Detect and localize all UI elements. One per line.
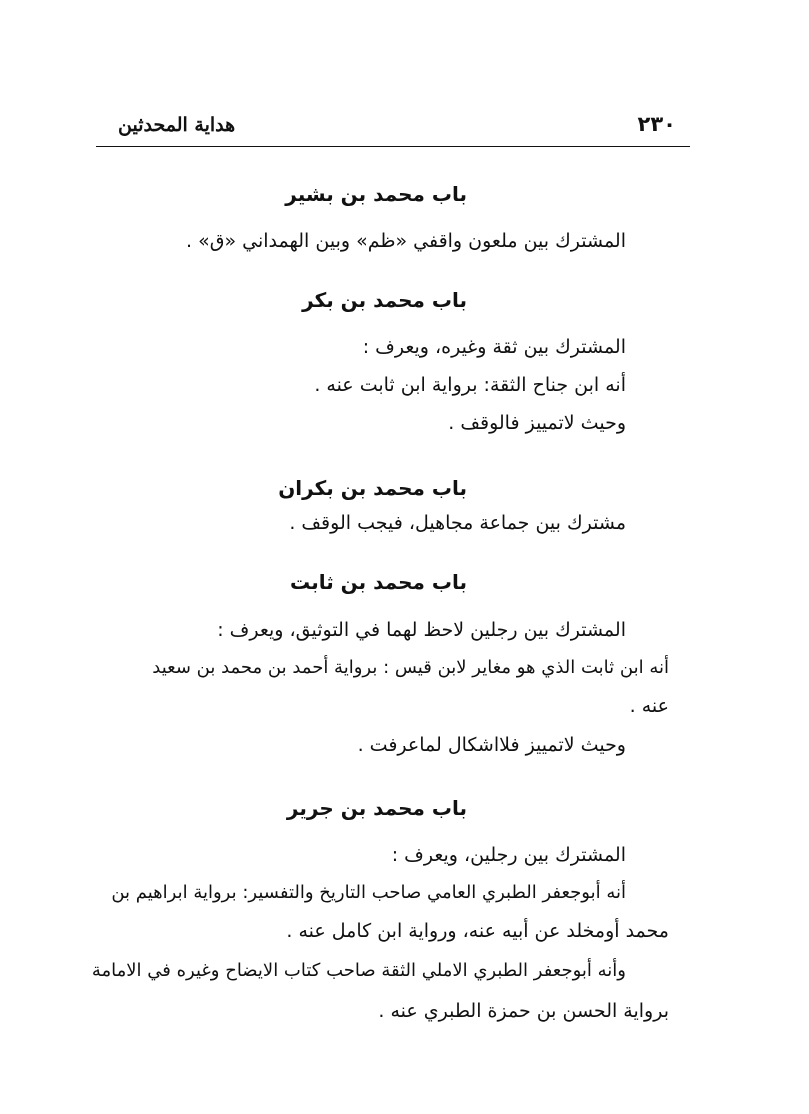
body-line: أنه ابن جناح الثقة: برواية ابن ثابت عنه . bbox=[314, 374, 626, 396]
body-line: عنه . bbox=[629, 695, 669, 717]
body-line: محمد أومخلد عن أبيه عنه، ورواية ابن كامل عنه . bbox=[286, 920, 669, 942]
body-line: مشترك بين جماعة مجاهيل، فيجب الوقف . bbox=[289, 512, 626, 534]
body-line: أنه أبوجعفر الطبري العامي صاحب التاريخ والتفسير: برواية ابراهيم بن bbox=[111, 882, 626, 903]
body-line: وأنه أبوجعفر الطبري الاملي الثقة صاحب كتاب الايضاح وغيره في الامامة bbox=[91, 960, 626, 981]
book-title: هداية المحدثين bbox=[118, 114, 236, 136]
body-line: أنه ابن ثابت الذي هو مغاير لابن قيس : برواية أحمد بن محمد بن سعيد bbox=[152, 657, 669, 678]
page-number: ٢٣٠ bbox=[637, 112, 676, 136]
body-line: المشترك بين ملعون واقفي «ظم» وبين الهمداني «ق» . bbox=[186, 230, 626, 252]
page-header bbox=[96, 108, 690, 146]
body-line: المشترك بين ثقة وغيره، ويعرف : bbox=[362, 336, 626, 358]
section-heading: باب محمد بن ثابت bbox=[290, 570, 467, 594]
section-heading: باب محمد بن جرير bbox=[286, 796, 467, 820]
section-heading: باب محمد بن بكران bbox=[278, 476, 467, 500]
body-line: المشترك بين رجلين لاحظ لهما في التوثيق، ويعرف : bbox=[217, 619, 626, 641]
body-line: وحيث لاتمييز فلااشكال لماعرفت . bbox=[357, 734, 626, 756]
section-heading: باب محمد بن بكر bbox=[302, 288, 467, 312]
body-line: برواية الحسن بن حمزة الطبري عنه . bbox=[378, 1000, 669, 1022]
body-line: المشترك بين رجلين، ويعرف : bbox=[391, 844, 626, 866]
body-line: وحيث لاتمييز فالوقف . bbox=[448, 412, 626, 434]
header-divider bbox=[96, 146, 690, 147]
section-heading: باب محمد بن بشير bbox=[285, 182, 467, 206]
